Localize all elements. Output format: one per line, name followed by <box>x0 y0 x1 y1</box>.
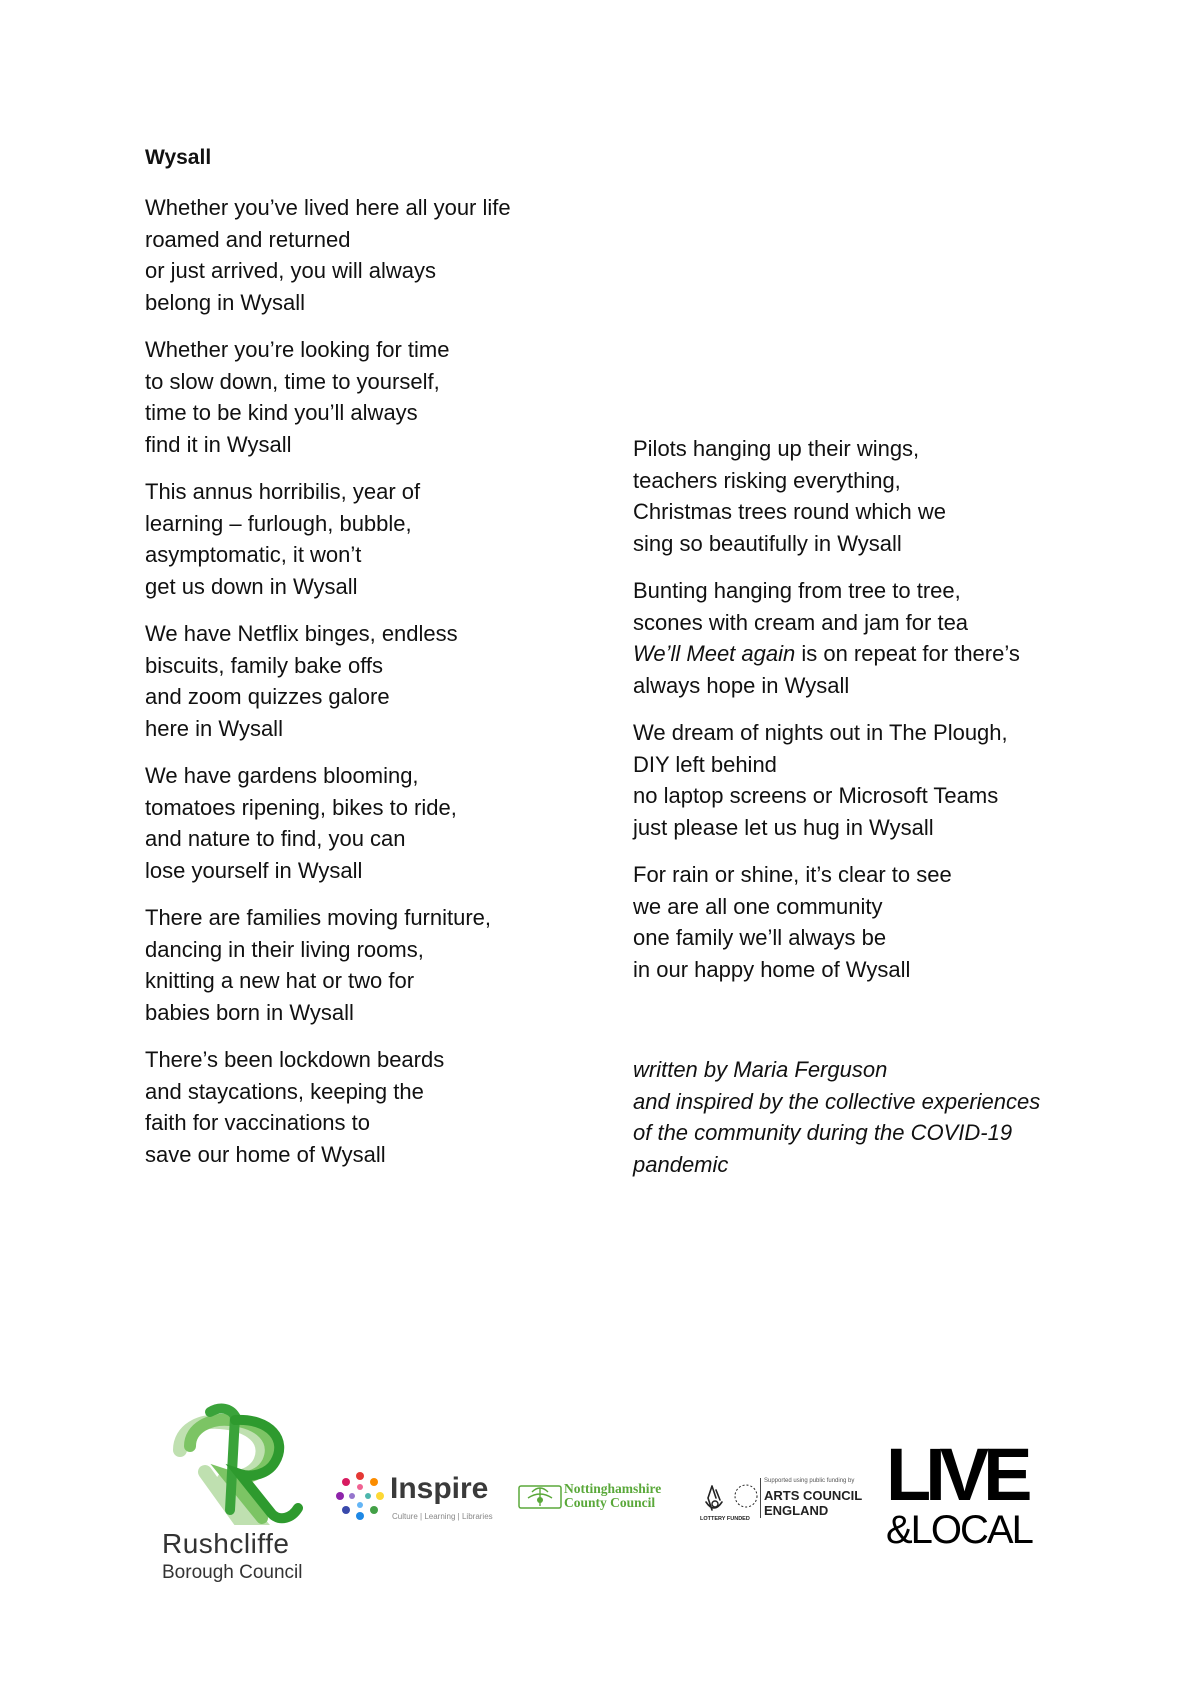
poem-line: faith for vaccinations to <box>145 1110 371 1135</box>
poem-line: get us down in Wysall <box>145 573 358 599</box>
stanza <box>145 618 565 744</box>
poem-line: one family we’ll always be <box>633 925 887 950</box>
inspire-name: Inspire <box>390 1472 489 1505</box>
poem-line: find it in Wysall <box>145 431 292 457</box>
poem-line: and zoom quizzes galore <box>145 684 390 709</box>
poem-line: asymptomatic, it won’t <box>145 542 362 567</box>
stanza <box>145 192 565 318</box>
poem-line: scones with cream and jam for tea <box>633 609 969 635</box>
credit-line: written by Maria Ferguson <box>633 1057 888 1082</box>
poem-line-rest: is on repeat for there’s <box>795 641 1020 666</box>
poem-line: DIY left behind <box>633 751 777 777</box>
poem-line: and nature to find, you can <box>145 826 406 851</box>
credit-line: pandemic <box>633 1151 729 1177</box>
poem-line: We have Netflix binges, endless <box>145 621 458 646</box>
poem-line: There’s been lockdown beards <box>145 1047 445 1072</box>
arts-line1: ARTS COUNCIL <box>764 1488 863 1503</box>
poem-line: roamed and returned <box>145 226 351 252</box>
stanza <box>633 575 1063 701</box>
poem-left-column <box>145 192 565 1186</box>
poem-line: teachers risking everything, <box>633 467 901 493</box>
inspire-flower-icon <box>334 1470 386 1522</box>
arts-line2: ENGLAND <box>764 1503 829 1518</box>
live-word: LIVE <box>886 1433 1027 1516</box>
lottery-funded-label: LOTTERY FUNDED <box>700 1516 750 1522</box>
sponsor-logos <box>0 1400 1190 1600</box>
poem-line: or just arrived, you will always <box>145 258 436 283</box>
poem-line: save our home of Wysall <box>145 1141 386 1167</box>
poem-line: always hope in Wysall <box>633 672 850 698</box>
rushcliffe-subtitle: Borough Council <box>162 1562 303 1583</box>
stanza <box>145 476 565 602</box>
nottinghamshire-text <box>564 1482 661 1510</box>
stanza <box>633 717 1063 843</box>
poem-line: to slow down, time to yourself, <box>145 368 440 394</box>
poem-line: and staycations, keeping the <box>145 1078 424 1104</box>
poem-line: Whether you’ve lived here all your life <box>145 195 511 220</box>
poem-right-column <box>633 433 1063 1001</box>
stanza <box>633 433 1063 559</box>
nottinghamshire-crest-icon <box>518 1482 562 1512</box>
stanza <box>145 760 565 886</box>
arts-council-name <box>764 1488 862 1518</box>
poem-line: no laptop screens or Microsoft Teams <box>633 783 999 808</box>
song-title: We’ll Meet again <box>633 641 796 666</box>
arts-council-logo <box>700 1478 870 1528</box>
poem-line: biscuits, family bake offs <box>145 652 384 678</box>
poem-line: We dream of nights out in The Plough, <box>633 720 1008 745</box>
poem-line: For rain or shine, it’s clear to see <box>633 862 952 887</box>
poem-credit <box>633 1054 1040 1180</box>
stanza <box>145 1044 565 1170</box>
poem-line: we are all one community <box>633 893 883 919</box>
poem-line: in our happy home of Wysall <box>633 956 911 982</box>
arts-divider <box>760 1478 761 1518</box>
nottinghamshire-line1: Nottinghamshire <box>564 1481 662 1496</box>
poem-line: Pilots hanging up their wings, <box>633 436 920 461</box>
inspire-logo <box>334 1472 504 1532</box>
poem-line: lose yourself in Wysall <box>145 857 363 883</box>
poem-line: belong in Wysall <box>145 289 305 315</box>
rushcliffe-name: Rushcliffe <box>162 1528 290 1559</box>
rushcliffe-r-icon <box>160 1400 310 1525</box>
poem-line: We have gardens blooming, <box>145 763 419 788</box>
lottery-hand-icon <box>702 1480 728 1514</box>
poem-line: Whether you’re looking for time <box>145 337 450 362</box>
poem-line: learning – furlough, bubble, <box>145 510 412 536</box>
local-word: &LOCAL <box>886 1508 1032 1552</box>
poem-line: This annus horribilis, year of <box>145 479 421 504</box>
credit-line: of the community during the COVID-19 <box>633 1120 1013 1145</box>
poem-line: time to be kind you’ll always <box>145 400 418 425</box>
poem-line: Bunting hanging from tree to tree, <box>633 578 961 603</box>
nottinghamshire-logo <box>518 1480 688 1520</box>
poem-line: Christmas trees round which we <box>633 499 947 524</box>
poem-line: here in Wysall <box>145 715 283 741</box>
poem-title: Wysall <box>145 146 212 169</box>
nottinghamshire-line2: County Council <box>564 1495 656 1510</box>
stanza <box>145 902 565 1028</box>
arts-funding-note: Supported using public funding by <box>764 1478 855 1484</box>
stanza <box>145 334 565 460</box>
poem-line: knitting a new hat or two for <box>145 968 415 993</box>
credit-line: and inspired by the collective experiences <box>633 1088 1041 1114</box>
poem-line: tomatoes ripening, bikes to ride, <box>145 794 457 820</box>
poem-line: just please let us hug in Wysall <box>633 814 934 840</box>
arts-council-seal-icon <box>732 1482 760 1510</box>
live-and-local-logo <box>886 1433 1046 1562</box>
poem-line: babies born in Wysall <box>145 999 354 1025</box>
stanza <box>633 859 1063 985</box>
rushcliffe-logo <box>160 1400 320 1590</box>
inspire-subtitle: Culture | Learning | Libraries <box>392 1512 493 1521</box>
poem-line: sing so beautifully in Wysall <box>633 530 902 556</box>
poem-line: dancing in their living rooms, <box>145 936 424 962</box>
poem-line <box>633 638 1063 670</box>
poem-line: There are families moving furniture, <box>145 905 492 930</box>
